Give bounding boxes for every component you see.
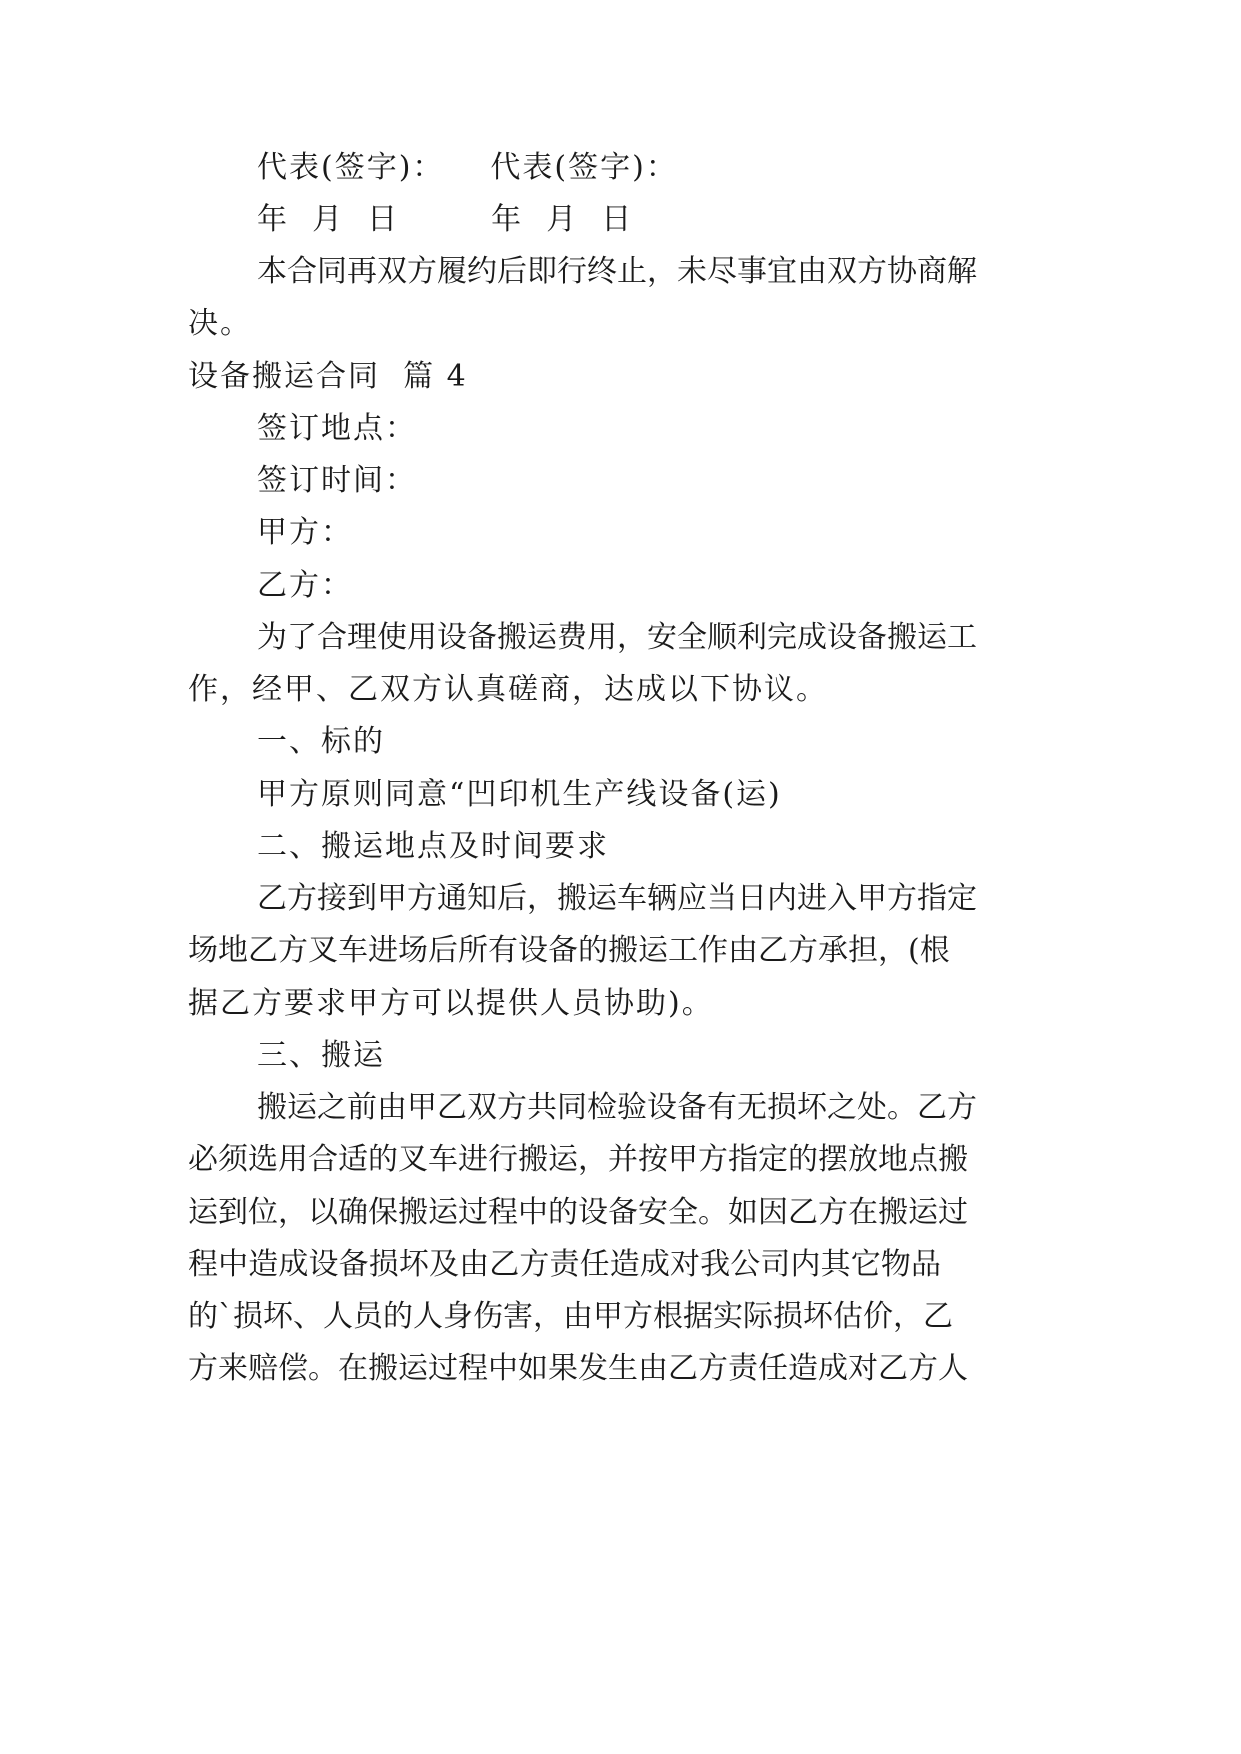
paragraph-line: 程中造成设备损坏及由乙方责任造成对我公司内其它物品 bbox=[188, 1247, 941, 1282]
paragraph-line: 乙方接到甲方通知后，搬运车辆应当日内进入甲方指定 bbox=[257, 881, 977, 916]
date-line bbox=[257, 200, 633, 240]
paragraph-line: 运到位，以确保搬运过程中的设备安全。如因乙方在搬运过 bbox=[188, 1195, 968, 1230]
signature-line bbox=[257, 148, 678, 188]
paragraph-line: 甲方原则同意“凹印机生产线设备(运) bbox=[257, 777, 782, 812]
paragraph-line: 的`损坏、人员的人身伤害，由甲方根据实际损坏估价，乙 bbox=[188, 1299, 953, 1334]
paragraph-line: 必须选用合适的叉车进行搬运，并按甲方指定的摆放地点搬 bbox=[188, 1142, 968, 1177]
date-placeholder-b: 年 月 日 bbox=[491, 202, 634, 237]
representative-label-a: 代表(签字)： bbox=[257, 150, 445, 185]
field-signing-time: 签订时间： bbox=[257, 463, 417, 498]
clause-heading: 二、搬运地点及时间要求 bbox=[257, 829, 609, 864]
date-placeholder-a: 年 月 日 bbox=[257, 202, 400, 237]
field-signing-place: 签订地点： bbox=[257, 411, 417, 446]
paragraph-line: 决。 bbox=[188, 306, 252, 341]
representative-label-b: 代表(签字)： bbox=[490, 150, 678, 185]
clause-heading: 三、搬运 bbox=[257, 1038, 385, 1073]
section-heading: 设备搬运合同 篇 4 bbox=[188, 359, 468, 394]
clause-heading: 一、标的 bbox=[257, 724, 385, 759]
paragraph-line: 场地乙方叉车进场后所有设备的搬运工作由乙方承担，(根 bbox=[188, 933, 950, 968]
paragraph-line: 搬运之前由甲乙双方共同检验设备有无损坏之处。乙方 bbox=[257, 1090, 977, 1125]
paragraph-line: 作，经甲、乙双方认真磋商，达成以下协议。 bbox=[188, 672, 828, 707]
paragraph-line: 为了合理使用设备搬运费用，安全顺利完成设备搬运工 bbox=[257, 620, 977, 655]
paragraph-line: 方来赔偿。在搬运过程中如果发生由乙方责任造成对乙方人 bbox=[188, 1351, 968, 1386]
field-party-b: 乙方： bbox=[257, 568, 353, 603]
field-party-a: 甲方： bbox=[257, 515, 353, 550]
paragraph-line: 据乙方要求甲方可以提供人员协助)。 bbox=[188, 986, 714, 1021]
paragraph-line: 本合同再双方履约后即行终止，未尽事宜由双方协商解 bbox=[257, 254, 977, 289]
